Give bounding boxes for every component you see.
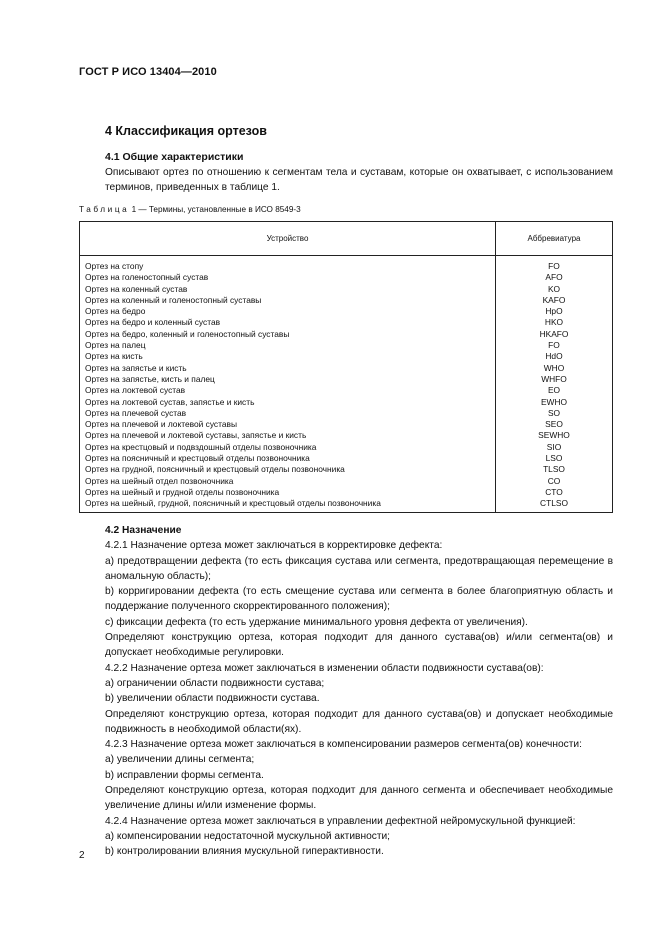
- table-row: [80, 306, 613, 317]
- abbreviation-cell: HdO: [496, 351, 613, 362]
- table-row: [80, 430, 613, 441]
- paragraph-4-2-1: 4.2.1 Назначение ортеза может заключаться в корректировке дефекта:: [105, 540, 443, 552]
- terms-table: [79, 221, 613, 513]
- paragraph-4-1: [79, 165, 613, 196]
- table-caption: [79, 205, 301, 214]
- abbreviation-cell: TLSO: [496, 464, 613, 475]
- table-row: [80, 256, 613, 273]
- paragraph-4-2-4: 4.2.4 Назначение ортеза может заключаться в управлении дефектной нейромускульной функцией:: [105, 815, 576, 827]
- table-row: [80, 408, 613, 419]
- paragraph-4-2-3: 4.2.3 Назначение ортеза может заключаться в компенсировании размеров сегмента(ов) конечности:: [105, 739, 582, 751]
- list-item-4-2-1-a: a) предотвращении дефекта (то есть фиксация сустава или сегмента, предотвращающая перемещение в аномальную область);: [105, 555, 613, 582]
- table-row: [80, 374, 613, 385]
- subsection-title-4-1: 4.1 Общие характеристики: [105, 151, 244, 163]
- table-row: [80, 340, 613, 351]
- column-header-device: Устройство: [80, 222, 496, 256]
- device-cell: Ортез на грудной, поясничный и крестцовый отделы позвоночника: [80, 464, 496, 475]
- device-cell: Ортез на голеностопный сустав: [80, 272, 496, 283]
- table-row: [80, 476, 613, 487]
- abbreviation-cell: SEWHO: [496, 430, 613, 441]
- paragraph-text: Описывают ортез по отношению к сегментам тела и суставам, которые он охватывает, с использованием терминов, приведенных в таблице 1.: [105, 167, 613, 194]
- device-cell: Ортез на плечевой сустав: [80, 408, 496, 419]
- table-row: [80, 272, 613, 283]
- device-cell: Ортез на крестцовый и подвздошный отделы позвоночника: [80, 442, 496, 453]
- column-header-abbreviation: Аббревиатура: [496, 222, 613, 256]
- device-cell: Ортез на шейный и грудной отделы позвоночника: [80, 487, 496, 498]
- abbreviation-cell: EWHO: [496, 397, 613, 408]
- device-cell: Ортез на запястье, кисть и палец: [80, 374, 496, 385]
- device-cell: Ортез на бедро, коленный и голеностопный суставы: [80, 329, 496, 340]
- list-item-4-2-4-b: b) контролировании влияния мускульной гиперактивности.: [105, 846, 384, 858]
- table-row: [80, 498, 613, 512]
- table-row: [80, 329, 613, 340]
- device-cell: Ортез на поясничный и крестцовый отделы позвоночника: [80, 453, 496, 464]
- table-row: [80, 284, 613, 295]
- table-row: [80, 295, 613, 306]
- abbreviation-cell: LSO: [496, 453, 613, 464]
- table-row: [80, 419, 613, 430]
- device-cell: Ортез на стопу: [80, 256, 496, 273]
- list-item-4-2-1-b: b) корригировании дефекта (то есть смещение сустава или сегмента в более благоприятную область и поддержание полученного скорректированного положения);: [105, 586, 613, 613]
- table-row: [80, 351, 613, 362]
- device-cell: Ортез на бедро и коленный сустав: [80, 317, 496, 328]
- abbreviation-cell: SIO: [496, 442, 613, 453]
- device-cell: Ортез на кисть: [80, 351, 496, 362]
- table-row: [80, 453, 613, 464]
- paragraph-4-2-2-conclusion: Определяют конструкцию ортеза, которая подходит для данного сустава(ов) и допускает необходимые подвижность в необходимой области(ях).: [105, 708, 613, 735]
- document-code: ГОСТ Р ИСО 13404—2010: [79, 66, 217, 78]
- abbreviation-cell: EO: [496, 385, 613, 396]
- table-row: [80, 385, 613, 396]
- abbreviation-cell: FO: [496, 340, 613, 351]
- section-4-2: [79, 523, 613, 860]
- table-row: [80, 442, 613, 453]
- device-cell: Ортез на плечевой и локтевой суставы: [80, 419, 496, 430]
- table-caption-text: 1 — Термины, установленные в ИСО 8549-3: [129, 205, 301, 214]
- table-row: [80, 363, 613, 374]
- abbreviation-cell: HKAFO: [496, 329, 613, 340]
- abbreviation-cell: HKO: [496, 317, 613, 328]
- device-cell: Ортез на запястье и кисть: [80, 363, 496, 374]
- abbreviation-cell: SO: [496, 408, 613, 419]
- list-item-4-2-3-b: b) исправлении формы сегмента.: [105, 769, 264, 781]
- abbreviation-cell: KAFO: [496, 295, 613, 306]
- subsection-title-4-2: 4.2 Назначение: [105, 525, 182, 536]
- abbreviation-cell: FO: [496, 256, 613, 273]
- abbreviation-cell: CTLSO: [496, 498, 613, 512]
- paragraph-4-2-3-conclusion: Определяют конструкцию ортеза, которая подходит для данного сегмента и обеспечивает необходимые увеличение длины и/или изменение формы.: [105, 785, 613, 812]
- paragraph-4-2-1-conclusion: Определяют конструкцию ортеза, которая подходит для данного сустава(ов) и/или сегмента(ов) и допускает необходимые регулировки.: [105, 632, 613, 659]
- abbreviation-cell: AFO: [496, 272, 613, 283]
- abbreviation-cell: HpO: [496, 306, 613, 317]
- table-row: [80, 464, 613, 475]
- abbreviation-cell: CO: [496, 476, 613, 487]
- paragraph-4-2-2: 4.2.2 Назначение ортеза может заключаться в изменении области подвижности сустава(ов):: [105, 662, 544, 674]
- list-item-4-2-4-a: a) компенсировании недостаточной мускульной активности;: [105, 830, 391, 842]
- list-item-4-2-3-a: a) увеличении длины сегмента;: [105, 754, 255, 766]
- list-item-4-2-2-b: b) увеличении области подвижности сустава.: [105, 693, 320, 705]
- table-row: [80, 487, 613, 498]
- table-row: [80, 397, 613, 408]
- table-row: [80, 317, 613, 328]
- device-cell: Ортез на плечевой и локтевой суставы, запястье и кисть: [80, 430, 496, 441]
- abbreviation-cell: KO: [496, 284, 613, 295]
- device-cell: Ортез на локтевой сустав: [80, 385, 496, 396]
- device-cell: Ортез на коленный сустав: [80, 284, 496, 295]
- device-cell: Ортез на бедро: [80, 306, 496, 317]
- abbreviation-cell: WHO: [496, 363, 613, 374]
- page-number: 2: [79, 850, 85, 861]
- device-cell: Ортез на коленный и голеностопный суставы: [80, 295, 496, 306]
- device-cell: Ортез на шейный, грудной, поясничный и крестцовый отделы позвоночника: [80, 498, 496, 512]
- abbreviation-cell: SEO: [496, 419, 613, 430]
- table-header-row: [80, 222, 613, 256]
- list-item-4-2-1-c: c) фиксации дефекта (то есть удержание минимального уровня дефекта от увеличения).: [105, 616, 528, 628]
- abbreviation-cell: WHFO: [496, 374, 613, 385]
- device-cell: Ортез на шейный отдел позвоночника: [80, 476, 496, 487]
- device-cell: Ортез на палец: [80, 340, 496, 351]
- device-cell: Ортез на локтевой сустав, запястье и кисть: [80, 397, 496, 408]
- table-caption-word: Таблица: [79, 205, 130, 214]
- abbreviation-cell: CTO: [496, 487, 613, 498]
- list-item-4-2-2-a: a) ограничении области подвижности сустава;: [105, 677, 325, 689]
- section-title: 4 Классификация ортезов: [105, 124, 267, 138]
